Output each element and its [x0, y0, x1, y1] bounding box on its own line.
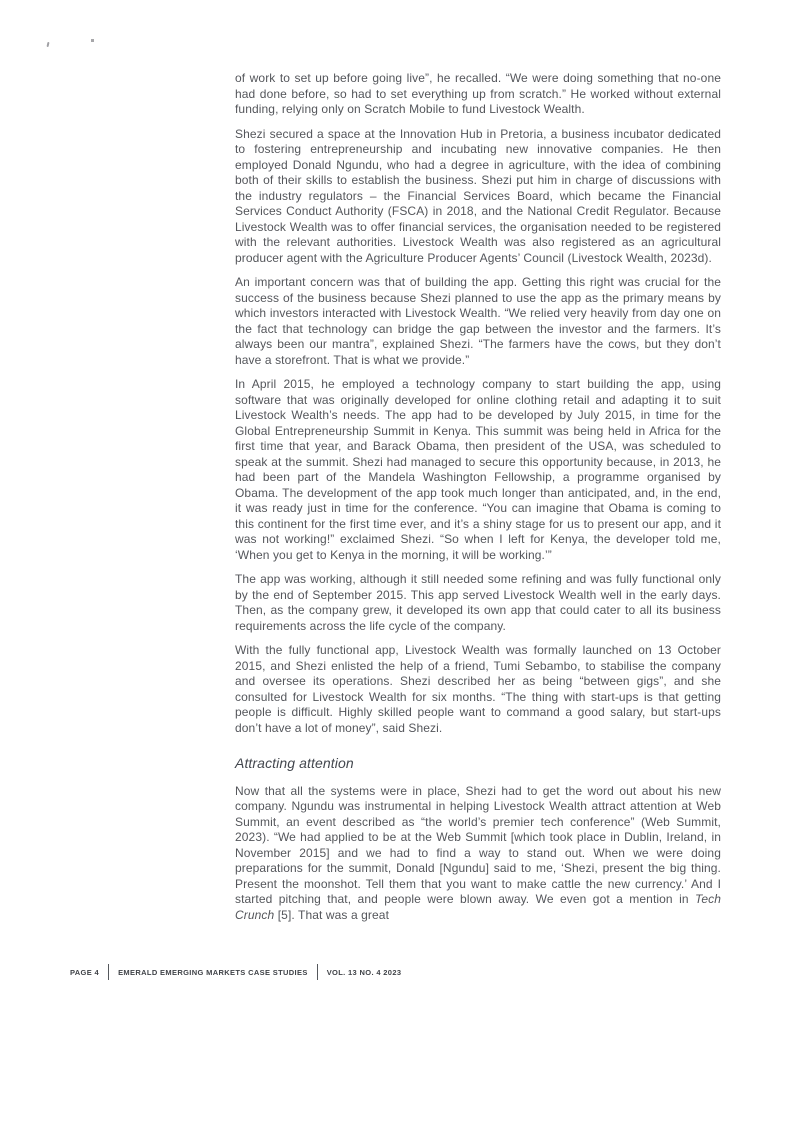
paragraph-text: Now that all the systems were in place, Shezi had to get the word out about his new company. Ngundu was instrumental in helping Livestock Wealth attract attention at Web Summit, an event described as “the world’s premier tech conference” (Web Summit, 2023). “We had applied to be at the Web Summit [which took place in Dublin, Ireland, in November 2015] and we had to find a way to stand out. When we were doing preparations for the summit, Donald [Ngundu] said to me, ‘Shezi, present the big thing. Present the moonshot. Tell them that you want to make cattle the new currency.’ And I started pitching that, and people were blown away. We even got a mention in: [235, 783, 721, 906]
paragraph: With the fully functional app, Livestock Wealth was formally launched on 13 October 2015, and Shezi enlisted the help of a friend, Tumi Sebambo, to stabilise the company and oversee its operations. Shezi described her as being “between gigs”, and she consulted for Livestock Wealth for six months. “The thing with start-ups is that getting people is difficult. Highly skilled people want to command a good salary, but start-ups don’t have a lot of money”, said Shezi.: [235, 643, 721, 735]
section-heading: Attracting attention: [235, 755, 354, 771]
paragraph: Shezi secured a space at the Innovation Hub in Pretoria, a business incubator dedicated to fostering entrepreneurship and incubating new innovative companies. He then employed Donald Ngundu, who had a degree in agriculture, with the idea of combining both of their skills to establish the business. Shezi put him in charge of discussions with the industry regulators – the Financial Services Board, which became the Financial Services Conduct Authority (FSCA) in 2018, and the National Credit Regulator. Because Livestock Wealth was to offer financial services, the organisation needed to be registered with the relevant authorities. Livestock Wealth was also registered as an agricultural producer agent with the Agriculture Producer Agents’ Council (Livestock Wealth, 2023d).: [235, 126, 721, 265]
footer-page-number: PAGE 4: [70, 967, 100, 977]
paragraph-text: [5]. That was a great: [274, 907, 390, 922]
text-column: [235, 71, 721, 932]
page-footer: [70, 964, 401, 980]
italic-citation: Tech Crunch: [235, 892, 721, 922]
footer-divider: [108, 964, 109, 980]
scan-artifact: [91, 39, 94, 42]
scan-artifact: [47, 42, 50, 47]
paragraph: [235, 784, 721, 924]
footer-divider: [317, 964, 318, 980]
paragraph: The app was working, although it still needed some refining and was fully functional only by the end of September 2015. This app served Livestock Wealth well in the early days. Then, as the company grew, it developed its own app that could cater to all its business requirements across the life cycle of the company.: [235, 572, 721, 633]
paragraph: of work to set up before going live”, he recalled. “We were doing something that no-one had done before, so had to set everything up from scratch.” He worked without external funding, relying only on Scratch Mobile to fund Livestock Wealth.: [235, 71, 721, 116]
paragraph: In April 2015, he employed a technology company to start building the app, using software that was originally developed for online clothing retail and adapting it to suit Livestock Wealth’s needs. The app had to be developed by July 2015, in time for the Global Entrepreneurship Summit in Kenya. This summit was being held in Africa for the first time that year, and Barack Obama, then president of the USA, was scheduled to speak at the summit. Shezi had managed to secure this opportunity because, in 2013, he had been part of the Mandela Washington Fellowship, a programme organised by Obama. The development of the app took much longer than anticipated, and, in the end, it was ready just in time for the conference. “You can imagine that Obama is coming to this continent for the first time ever, and it’s a shiny stage for us to present our app, and it was not working!” exclaimed Shezi. “So when I left for Kenya, the developer told me, ‘When you get to Kenya in the morning, it will be working.’”: [235, 377, 721, 562]
footer-volume-info: VOL. 13 NO. 4 2023: [326, 967, 402, 977]
paragraph: An important concern was that of building the app. Getting this right was crucial for the success of the business because Shezi planned to use the app as the primary means by which investors interacted with Livestock Wealth. “We relied very heavily from day one on the fact that technology can bridge the gap between the investor and the farmers. It’s always been our mantra”, explained Shezi. “The farmers have the cows, but they don’t have a storefront. That is what we provide.”: [235, 275, 721, 367]
footer-series-title: EMERALD EMERGING MARKETS CASE STUDIES: [118, 967, 308, 977]
